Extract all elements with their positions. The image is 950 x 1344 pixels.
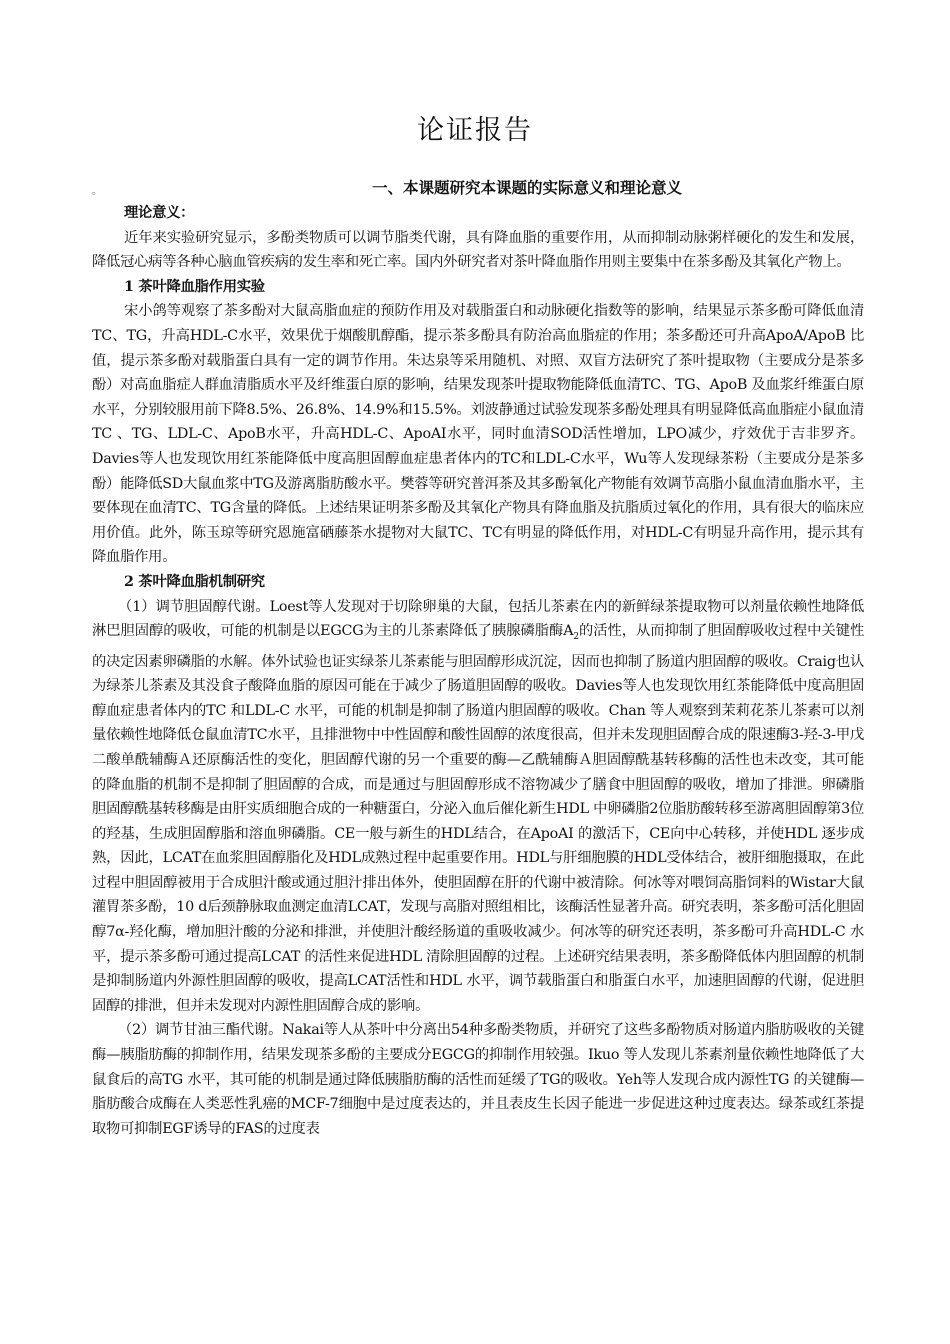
body-text	[92, 201, 864, 1141]
page-title: 论证报告	[417, 115, 533, 146]
paragraph-2	[92, 595, 864, 1019]
intro-paragraph: 近年来实验研究显示，多酚类物质可以调节脂类代谢，具有降血脂的重要作用，从而抑制动脉粥样硬化的发生和发展，降低冠心病等各种心脑血管疾病的发生率和死亡率。国内外研究者对茶叶降血脂作用则主要集中在茶多酚及其氧化产物上。	[92, 229, 864, 271]
paragraph-2-part-b: 的活性，从而抑制了胆固醇吸收过程中关键性的决定因素卵磷脂的水解。体外试验也证实绿茶儿茶素能与胆固醇形成沉淀，因而也抑制了肠道内胆固醇的吸收。Craig也认为绿茶儿茶素及其没食子酸降血脂的原因可能在于减少了肠道胆固醇的吸收。Davies等人也发现饮用红茶能降低中度高胆固醇血症患者体内的TC 和LDL-C 水平，可能的机制是抑制了肠道内胆固醇的吸收。Chan 等人观察到茉莉花茶儿茶素可以剂量依赖性地降低仓鼠血清TC水平，且排泄物中中性固醇和酸性固醇的浓度很高，但并未发现胆固醇合成的限速酶3-羟-3-甲戊二酸单酰辅酶Ａ还原酶活性的变化，胆固醇代谢的另一个重要的酶—乙酰辅酶Ａ胆固醇酰基转移酶的活性也未改变，其可能的降血脂的机制不是抑制了胆固醇的合成，而是通过与胆固醇形成不溶物减少了膳食中胆固醇的吸收，增加了排泄。卵磷脂胆固醇酰基转移酶是由肝实质细胞合成的一种糖蛋白，分泌入血后催化新生HDL 中卵磷脂2位脂肪酸转移至游离胆固醇第3位的羟基，生成胆固醇脂和溶血卵磷脂。CE一般与新生的HDL结合，在ApoAI 的激活下，CE向中心转移，并使HDL 逐步成熟，因此，LCAT在血浆胆固醇脂化及HDL成熟过程中起重要作用。HDL与肝细胞膜的HDL受体结合，被肝细胞摄取，在此过程中胆固醇被用于合成胆汁酸或通过胆汁排出体外，使胆固醇在肝的代谢中被清除。何冰等对喂饲高脂饲料的Wistar大鼠灌胃茶多酚，10 d后颈静脉取血测定血清LCAT，发现与高脂对照组相比，该酶活性显著升高。研究表明，茶多酚可活化胆固醇7α-羟化酶，增加胆汁酸的分泌和排泄，并使胆汁酸经肠道的重吸收减少。何冰等的研究还表明，茶多酚可升高HDL-C 水平，提示茶多酚可通过提高LCAT 的活性来促进HDL 清除胆固醇的过程。上述研究结果表明，茶多酚降低体内胆固醇的机制是抑制肠道内外源性胆固醇的吸收，提高LCAT活性和HDL 水平，调节载脂蛋白和脂蛋白水平，加速胆固醇的代谢，促进胆固醇的排泄，但并未发现对内源性胆固醇合成的影响。	[92, 623, 864, 1014]
theory-label: 理论意义：	[124, 205, 195, 221]
section-heading: 一、本课题研究本课题的实际意义和理论意义	[372, 179, 683, 197]
subheading-2: 2 茶叶降血脂机制研究	[124, 573, 265, 590]
paragraph-1: 宋小鸽等观察了茶多酚对大鼠高脂血症的预防作用及对载脂蛋白和动脉硬化指数等的影响，结果显示茶多酚可降低血清TC、TG，升高HDL-C水平，效果优于烟酸肌醇酯，提示茶多酚具有防治高血脂症的作用；茶多酚还可升高ApoA/ApoB 比值，提示茶多酚对载脂蛋白具有一定的调节作用。朱达泉等采用随机、对照、双盲方法研究了茶叶提取物（主要成分是茶多酚）对高血脂症人群血清脂质水平及纤维蛋白原的影响，结果发现茶叶提取物能降低血清TC、TG、ApoB 及血浆纤维蛋白原水平，分别较服用前下降8.5%、26.8%、14.9%和15.5%。刘波静通过试验发现茶多酚处理具有明显降低高血脂症小鼠血清TC 、TG、LDL-C、ApoB水平，升高HDL-C、ApoAI水平，同时血清SOD活性增加，LPO减少，疗效优于吉非罗齐。Davies等人也发现饮用红茶能降低中度高胆固醇血症患者体内的TC和LDL-C水平，Wu等人发现绿茶粉（主要成分是茶多酚）能降低SD大鼠血浆中TG及游离脂肪酸水平。樊蓉等研究普洱茶及其多酚氧化产物能有效调节高脂小鼠血清血脂水平，主要体现在血清TC、TG含量的降低。上述结果证明茶多酚及其氧化产物具有降血脂及抗脂质过氧化的作用，具有很大的临床应用价值。此外，陈玉琼等研究恩施富硒藤茶水提物对大鼠TC、TC有明显的降低作用，对HDL-C有明显升高作用，提示其有降血脂作用。	[92, 303, 864, 566]
paragraph-2-part-a: （1）调节胆固醇代谢。Loest等人发现对于切除卵巢的大鼠，包括儿茶素在内的新鲜绿茶提取物可以剂量依赖性地降低淋巴胆固醇的吸收，可能的机制是以EGCG为主的儿茶素降低了胰腺磷脂酶A	[92, 598, 864, 640]
paragraph-3: （2）调节甘油三酯代谢。Nakai等人从茶叶中分离出54种多酚类物质，并研究了这些多酚物质对肠道内脂肪吸收的关键酶—胰脂肪酶的抑制作用，结果发现茶多酚的主要成分EGCG的抑制作用较强。Ikuo 等人发现儿茶素剂量依赖性地降低了大鼠食后的高TG 水平，其可能的机制是通过降低胰脂肪酶的活性而延缓了TG的吸收。Yeh等人发现合成内源性TG 的关键酶—脂肪酸合成酶在人类恶性乳癌的MCF-7细胞中是过度表达的，并且表皮生长因子能进一步促进这种过度表达。绿茶或红茶提取物可抑制EGF诱导的FAS的过度表	[92, 1022, 864, 1137]
subscript-2: 2	[573, 631, 579, 642]
section-mark: 。	[92, 186, 102, 197]
subheading-1: 1 茶叶降血脂作用实验	[124, 278, 265, 295]
